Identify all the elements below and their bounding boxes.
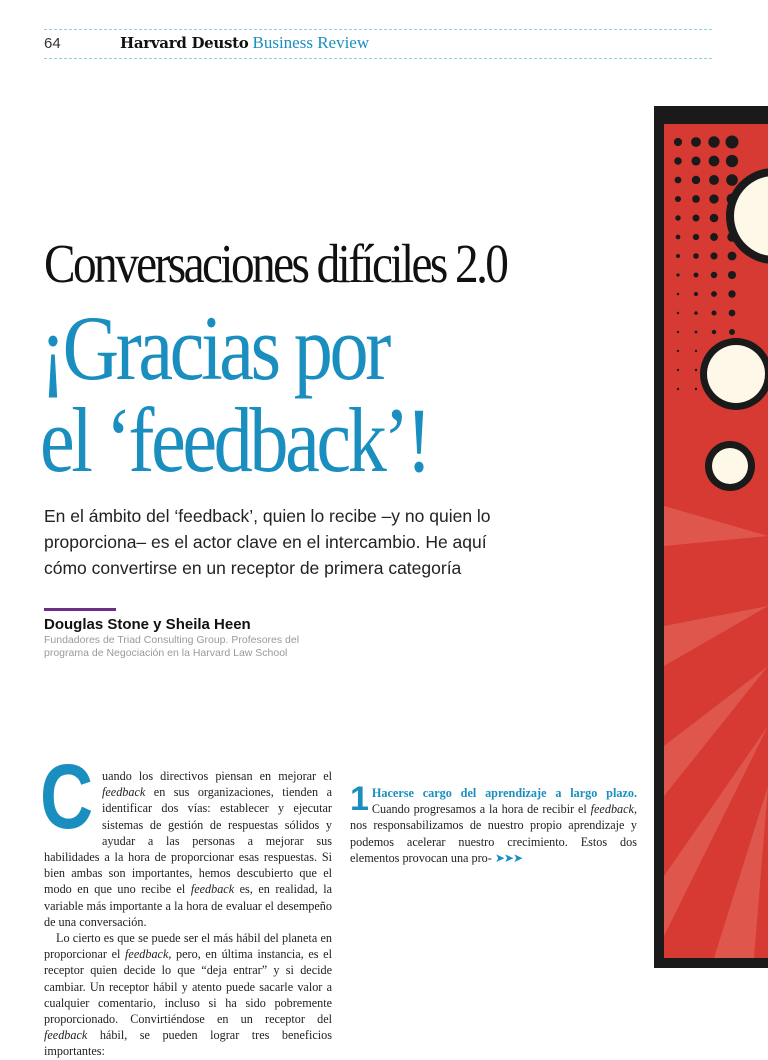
halftone-dot: [708, 136, 719, 147]
halftone-dot: [712, 330, 716, 334]
halftone-dot: [677, 350, 679, 352]
page-number: 64: [44, 35, 61, 52]
header-rule-bottom: [44, 58, 712, 59]
halftone-dot: [710, 214, 719, 223]
halftone-dot: [676, 254, 680, 258]
halftone-dot: [675, 215, 680, 220]
halftone-dot: [729, 329, 735, 335]
item-number: 1: [350, 780, 369, 818]
halftone-dot: [711, 291, 717, 297]
article-kicker: Conversaciones difíciles 2.0: [44, 233, 507, 294]
halftone-dot: [675, 196, 681, 202]
halftone-dot: [677, 312, 679, 314]
halftone-dot: [726, 155, 738, 167]
author-divider: [44, 608, 116, 611]
halftone-dot: [693, 234, 699, 240]
body-column-2: [350, 768, 637, 866]
body-text: uando los directivos piensan en mejorar el: [102, 769, 332, 783]
halftone-dot: [695, 350, 697, 352]
body-emphasis: feedback: [125, 947, 169, 962]
body-emphasis: feedback: [190, 882, 235, 897]
body-text: hábil, se pueden lograr tres beneficios importantes:: [44, 1028, 332, 1059]
halftone-dot: [675, 177, 682, 184]
masthead-subtitle: Business Review: [252, 33, 370, 52]
halftone-dot: [691, 156, 700, 165]
body-emphasis: feedback: [590, 802, 634, 817]
halftone-dot: [728, 271, 736, 279]
halftone-dot: [691, 137, 701, 147]
halftone-dot: [695, 331, 698, 334]
body-text: es, en realidad, la variable más importante a la hora de evaluar el desempeño de una conversación.: [44, 882, 332, 929]
halftone-dot: [711, 310, 716, 315]
halftone-dot: [692, 195, 700, 203]
body-column-1: [40, 746, 332, 1060]
article-headline: [40, 297, 429, 491]
halftone-dot: [728, 290, 735, 297]
body-text: Lo cierto es que se puede ser el más hábil del planeta en proporcionar el: [44, 931, 332, 962]
halftone-dot: [695, 369, 697, 371]
drop-cap: C: [40, 746, 94, 848]
halftone-dot: [677, 293, 680, 296]
body-text: , pero, en última instancia, es el receptor quien decide lo que “deja entrar” y si decide cambiar. Un receptor hábil y atento puede sacarle valor a cualquier comentario, incluso si ha sido pobremente proporcionado. Convirtiéndose en un receptor del: [44, 947, 332, 1027]
halftone-dot: [676, 235, 681, 240]
halftone-dot: [709, 156, 720, 167]
halftone-dot: [694, 311, 698, 315]
halftone-dot: [694, 292, 698, 296]
halftone-dot: [728, 252, 737, 261]
art-circle-2: [707, 345, 765, 403]
body-emphasis: feedback: [102, 785, 146, 800]
halftone-dot: [729, 310, 736, 317]
body-paragraph-1: [40, 746, 332, 930]
halftone-dot: [693, 253, 699, 259]
halftone-dot: [711, 272, 718, 279]
halftone-dot: [726, 136, 739, 149]
header-rule-top: [44, 29, 712, 30]
halftone-dot: [693, 215, 700, 222]
halftone-dot: [676, 273, 679, 276]
halftone-dot: [726, 174, 738, 186]
body-text: Cuando progresamos a la hora de recibir el: [371, 802, 591, 817]
body-text: en sus organizaciones, tienden a identificar dos vías: establecer y ejecutar sistemas de gestión de respuestas sólidos y ayudar a las personas a mejorar sus habilidades a la hora de proporcionar esas respuestas. Si bien ambas son importantes, hemos descubierto que el modo en que uno recibe el: [44, 785, 332, 897]
continue-arrows-icon: ➤➤➤: [494, 850, 523, 865]
illustration-art: [654, 106, 768, 968]
numbered-item-1: [350, 780, 637, 866]
masthead-brand: Harvard Deusto: [120, 34, 249, 52]
author-bio: Fundadores de Triad Consulting Group. Profesores del programa de Negociación en la Harvard Law School: [44, 634, 300, 659]
halftone-dot: [694, 273, 699, 278]
halftone-dot: [709, 194, 718, 203]
halftone-dot: [710, 252, 717, 259]
halftone-dot: [677, 369, 679, 371]
art-circle-3: [712, 448, 748, 484]
halftone-dot: [709, 175, 719, 185]
halftone-dot: [692, 176, 700, 184]
halftone-dot: [677, 388, 679, 390]
article-dek: En el ámbito del ‘feedback’, quien lo recibe –y no quien lo proporciona– es el actor clave en el intercambio. He aquí cómo convertirse en un receptor de primera categoría: [44, 506, 491, 578]
halftone-dot: [695, 388, 697, 390]
halftone-dot: [674, 157, 682, 165]
headline-line-1: ¡Gracias por: [40, 297, 388, 399]
body-text: , nos responsabilizamos de nuestro propio aprendizaje y podemos acelerar nuestro crecimiento. Estos dos elementos provocan una pro-: [350, 802, 637, 865]
body-paragraph-2: [44, 930, 332, 1060]
headline-line-2: el ‘feedback’!: [40, 389, 429, 491]
body-emphasis: feedback: [44, 1028, 88, 1043]
item-heading: Hacerse cargo del aprendizaje a largo plazo.: [371, 786, 637, 800]
masthead: [120, 33, 369, 53]
halftone-dot: [677, 331, 679, 333]
author-name: Douglas Stone y Sheila Heen: [44, 616, 251, 633]
halftone-dot: [710, 233, 718, 241]
halftone-dot: [674, 138, 682, 146]
